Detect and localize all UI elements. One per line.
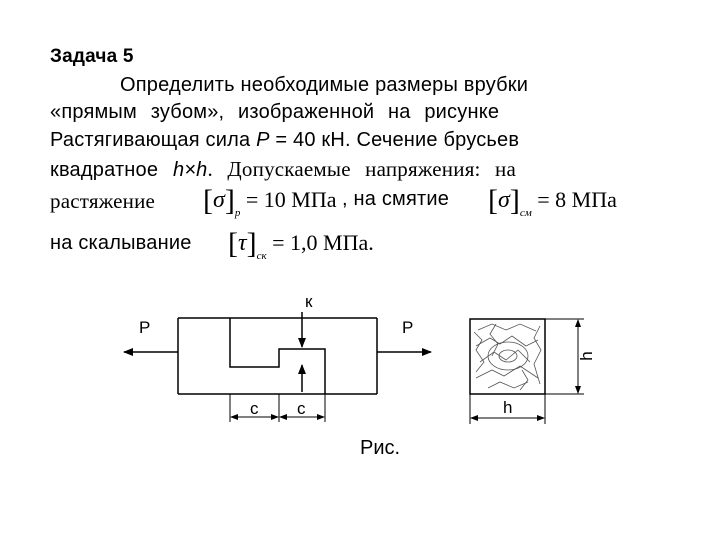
load-label: к [305, 292, 313, 311]
beam-joint-outline [178, 318, 377, 394]
dim-c-right: c [297, 399, 306, 418]
section-height-label: h [577, 351, 596, 361]
section-text-prefix: квадратное [50, 159, 173, 181]
task-line-2: «прямым зубом», изображенной на рисунке [50, 101, 500, 123]
force-value-text: = 40 кН. Сечение брусьев [269, 129, 520, 151]
dimension-lines [230, 394, 325, 422]
tension-formula: $[\sigma]_р = 10$ МПа [203, 184, 337, 219]
force-label-right: P [402, 318, 414, 337]
wood-grain-pattern [474, 324, 541, 390]
section-width-label: h [503, 398, 513, 417]
shearing-formula: $[\tau]_{ск} = 1,0$ МПа. [228, 227, 374, 262]
figure-caption: Рис. [360, 437, 401, 459]
shearing-value: = 1,0 МПа. [272, 230, 374, 255]
task-line-1: Определить необходимые размеры врубки [120, 74, 529, 96]
cross-section [470, 319, 596, 424]
force-arrows [124, 312, 431, 392]
crushing-value: = 8 МПа [537, 187, 617, 212]
tension-symbol: σ [213, 187, 225, 213]
crushing-symbol: σ [498, 187, 510, 213]
shearing-symbol: τ [238, 230, 247, 256]
force-symbol: P [256, 129, 270, 151]
force-text-prefix: Растягивающая сила [50, 129, 257, 151]
crushing-subscript: см [519, 207, 532, 219]
shear-label: на скалывание [50, 232, 192, 254]
allowable-stress-text: . Допускаемые напряжения: на [207, 157, 516, 181]
dim-c-left: c [250, 399, 259, 418]
section-dims: h×h [172, 159, 208, 181]
crush-label: , на смятие [342, 188, 450, 210]
crushing-formula: $[\sigma]_{см} = 8$ МПа [488, 184, 617, 219]
shearing-subscript: ск [256, 250, 267, 262]
task-title: Задача 5 [50, 46, 134, 67]
force-label-left: P [139, 318, 151, 337]
tension-value: = 10 МПа [245, 187, 337, 212]
tension-label: растяжение [50, 189, 156, 213]
tension-subscript: р [234, 207, 241, 219]
